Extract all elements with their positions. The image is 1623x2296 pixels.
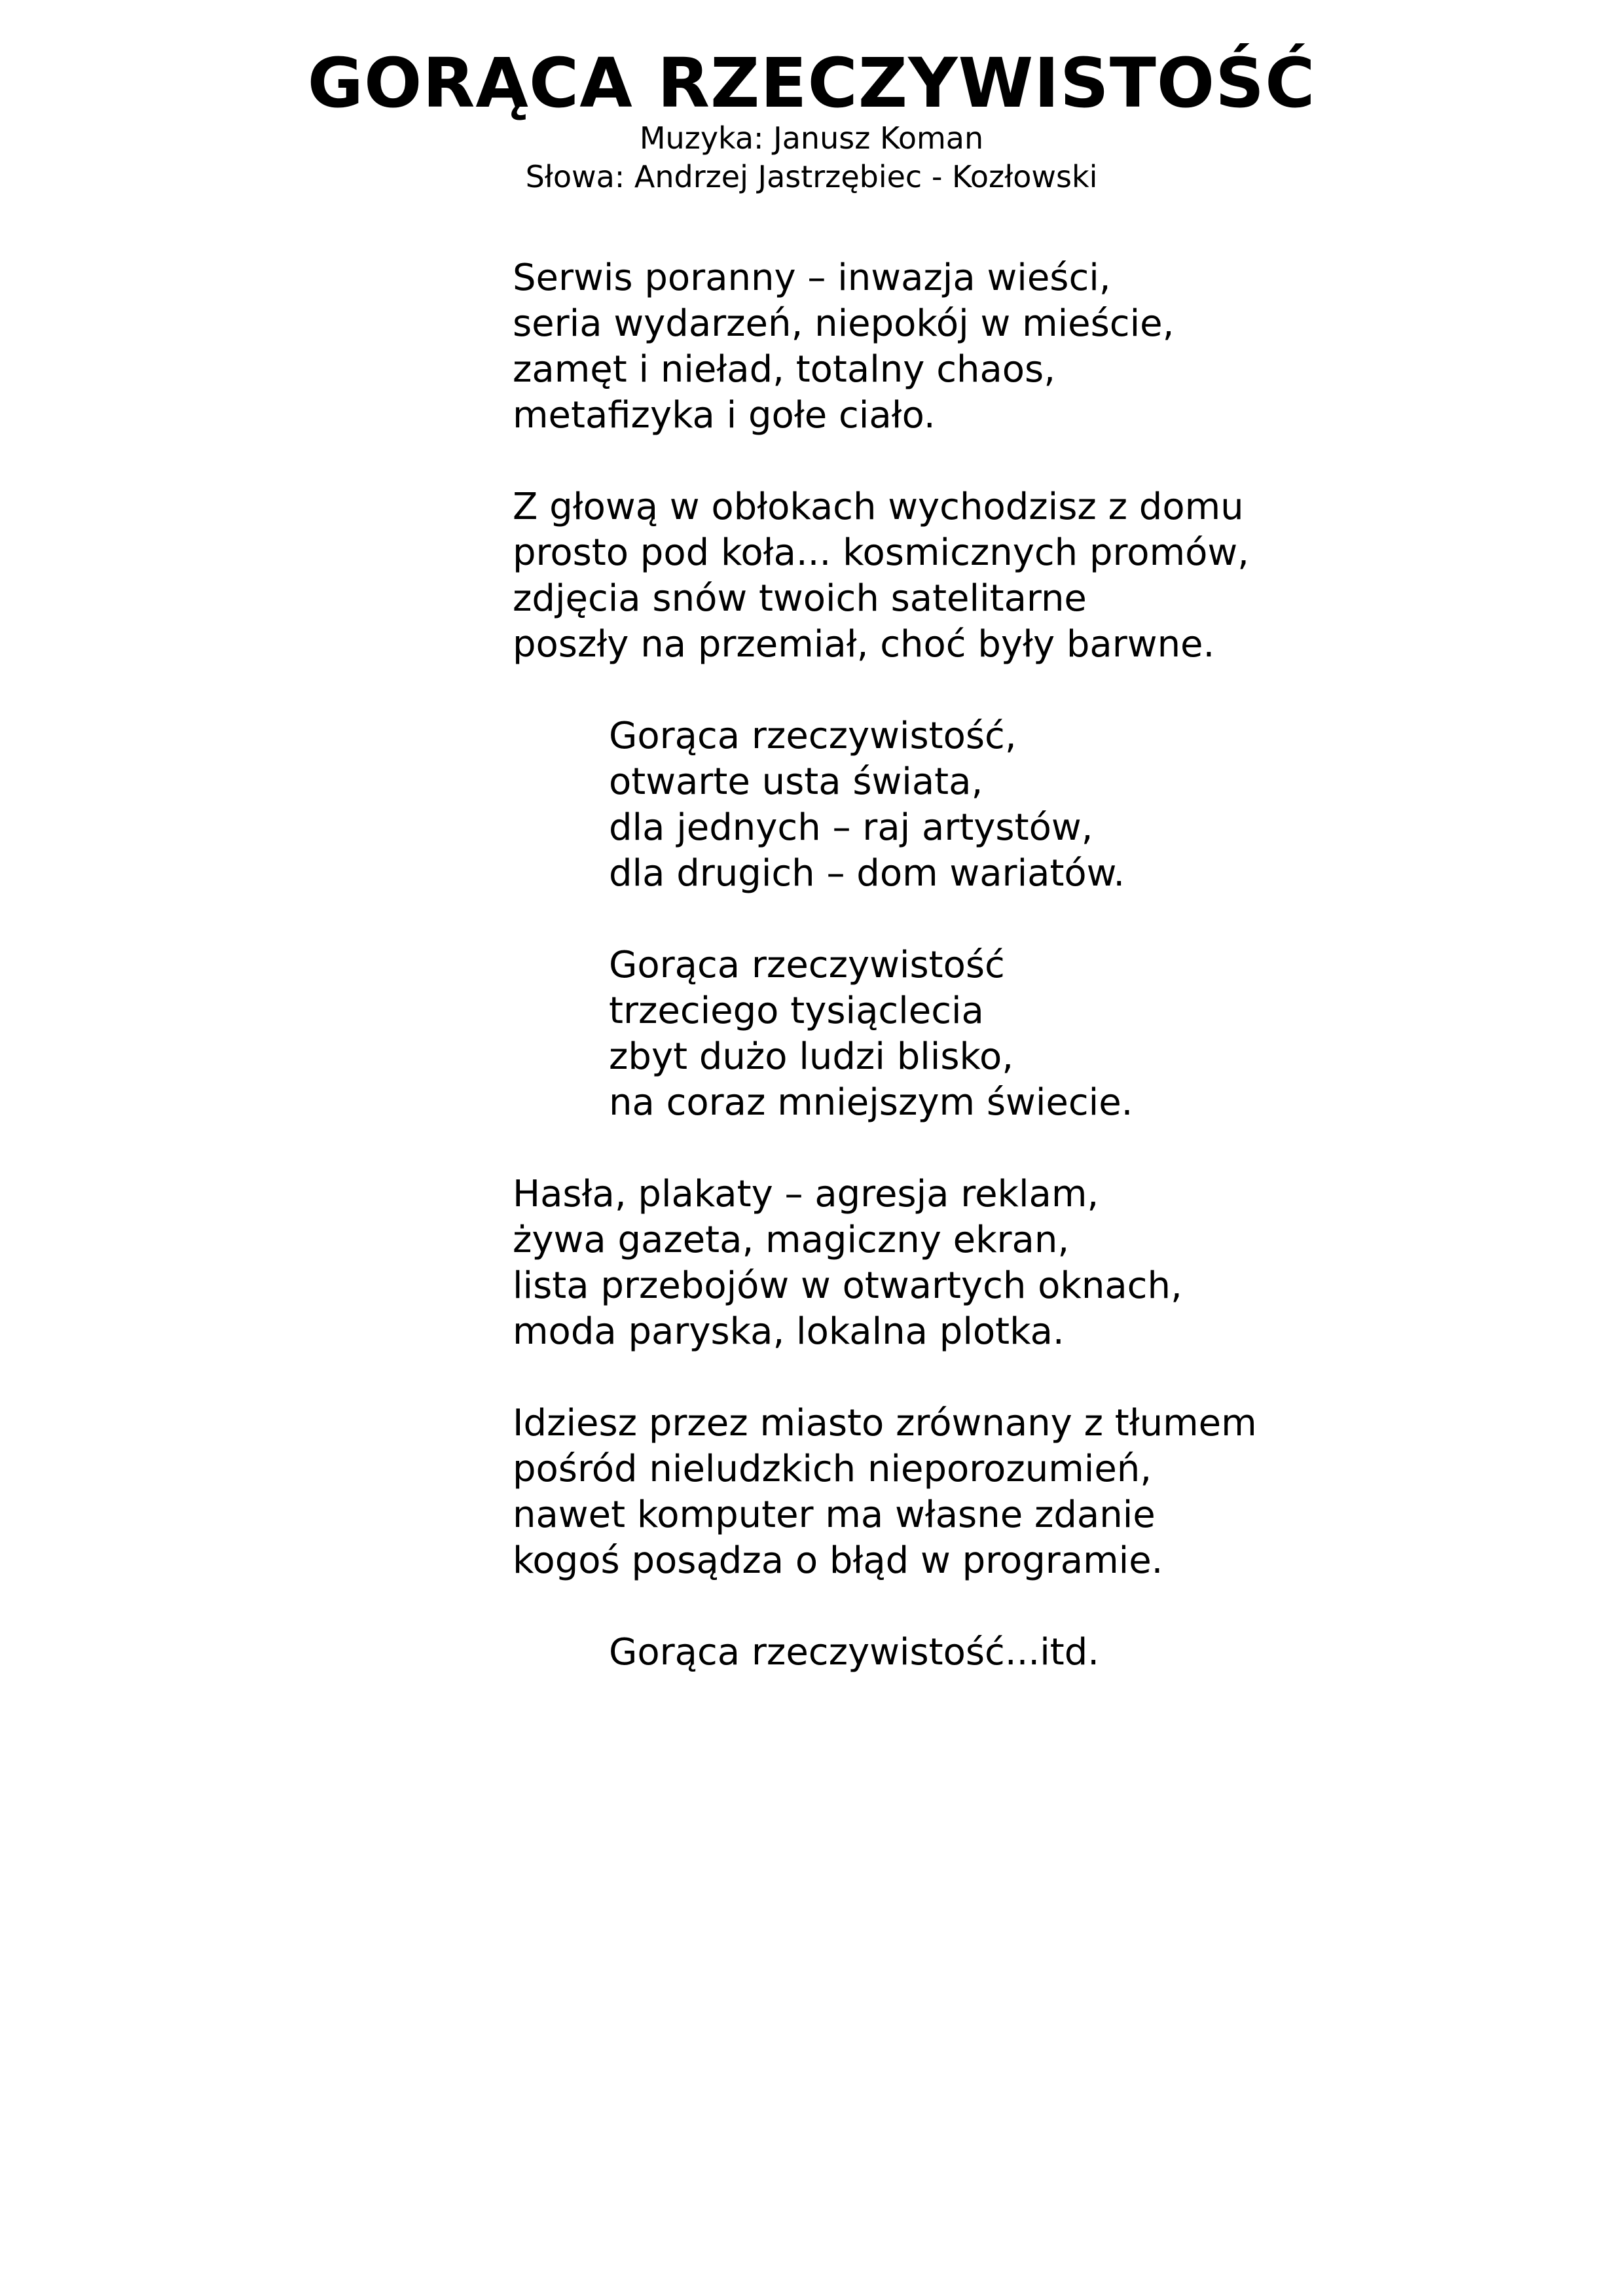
lyric-line: prosto pod koła... kosmicznych promów,: [513, 531, 1249, 574]
lyric-line: dla jednych – raj artystów,: [609, 806, 1093, 849]
lyric-line: Z głową w obłokach wychodzisz z domu: [513, 486, 1244, 528]
lyric-line: Gorąca rzeczywistość...itd.: [609, 1631, 1100, 1674]
lyric-line: trzeciego tysiąclecia: [609, 990, 984, 1032]
stanza-verse-4: [513, 1401, 1593, 1584]
lyrics-credit: Słowa: Andrzej Jastrzębiec - Kozłowski: [525, 159, 1098, 194]
lyric-line: żywa gazeta, magiczny ekran,: [513, 1219, 1070, 1261]
lyric-line: lista przebojów w otwartych oknach,: [513, 1265, 1182, 1307]
lyric-line: Idziesz przez miasto zrównany z tłumem: [513, 1402, 1257, 1444]
lyric-line: seria wydarzeń, niepokój w mieście,: [513, 302, 1175, 345]
stanza-chorus-2: [609, 942, 1593, 1126]
lyric-line: Hasła, plakaty – agresja reklam,: [513, 1173, 1099, 1215]
lyric-line: nawet komputer ma własne zdanie: [513, 1494, 1156, 1536]
music-credit: Muzyka: Janusz Koman: [639, 120, 984, 156]
lyric-line: zdjęcia snów twoich satelitarne: [513, 577, 1087, 620]
lyric-line: Gorąca rzeczywistość,: [609, 715, 1017, 757]
lyrics-body: [513, 255, 1593, 1721]
lyric-line: na coraz mniejszym świecie.: [609, 1081, 1133, 1124]
stanza-verse-3: [513, 1172, 1593, 1355]
lyric-line: Gorąca rzeczywistość: [609, 944, 1005, 986]
lyric-line: zamęt i nieład, totalny chaos,: [513, 348, 1056, 391]
lyric-line: Serwis poranny – inwazja wieści,: [513, 257, 1111, 299]
lyric-line: kogoś posądza o błąd w programie.: [513, 1539, 1163, 1582]
lyric-line: poszły na przemiał, choć były barwne.: [513, 623, 1215, 666]
stanza-verse-2: [513, 484, 1593, 668]
lyric-line: metafizyka i gołe ciało.: [513, 394, 936, 437]
lyric-line: otwarte usta świata,: [609, 761, 983, 803]
stanza-chorus-3: [609, 1630, 1593, 1676]
stanza-verse-1: [513, 255, 1593, 439]
lyric-line: pośród nieludzkich nieporozumień,: [513, 1448, 1152, 1490]
lyric-line: zbyt dużo ludzi blisko,: [609, 1035, 1014, 1078]
lyric-line: dla drugich – dom wariatów.: [609, 852, 1125, 895]
stanza-chorus-1: [609, 713, 1593, 897]
lyric-line: moda paryska, lokalna plotka.: [513, 1310, 1065, 1353]
song-title: GORĄCA RZECZYWISTOŚĆ: [307, 43, 1316, 123]
